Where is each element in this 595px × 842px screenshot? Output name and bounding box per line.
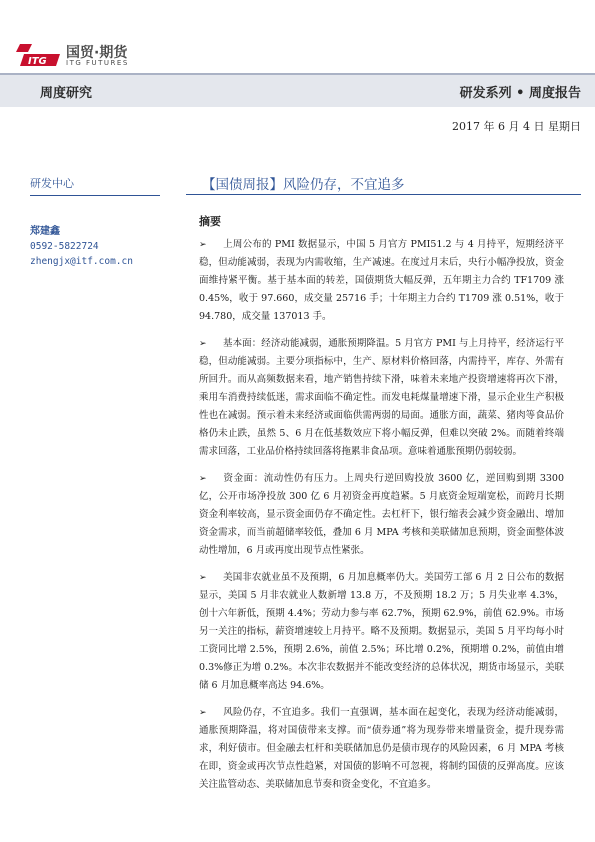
company-logo	[14, 42, 134, 70]
summary-paragraph	[199, 569, 564, 695]
sidebar	[30, 175, 160, 267]
arrow-bullet-icon: ➢	[199, 240, 207, 250]
paragraph-text: 上周公布的 PMI 数据显示，中国 5 月官方 PMI51.2 与 4 月持平，短期经济平稳，但动能减弱，表现为内需收缩，生产减速。在度过月末后，央行小幅净投放，资金面维持紧平衡。基于基本面的转差，国债期货大幅反弹，五年期主力合约 TF1709 涨 0.45%，收于 97.660，成交量 25716 手；十年期主力合约 T1709 涨 0.51%，收于 94.780，成交量 137013 手。	[199, 239, 564, 322]
summary-paragraph	[199, 704, 564, 794]
report-date: 2017 年 6 月 4 日 星期日	[452, 120, 581, 133]
report-category: 周度研究	[40, 86, 93, 101]
brand-name-en: ITG FUTURES	[66, 59, 129, 67]
summary-paragraph	[199, 335, 564, 461]
paragraph-text: 基本面：经济动能减弱，通胀预期降温。5 月官方 PMI 与上月持平，经济运行平稳，但动能减弱。主要分项指标中，生产、原材料价格回落，内需持平，库存、外需有所回升。而从高频数据来看，地产销售持续下滑，味着未来地产投资增速将再次下滑，乘用车消费持续低迷，需求面临不确定性。而发电耗煤量增速下滑，显示企业生产积极性也在减弱。预示着未来经济或面临供需两弱的局面。通胀方面，蔬菜、猪肉等食品价格仍未止跌，虽然 5、6 月在低基数效应下将小幅反弹，但难以突破 2%。而随着终端需求回落，工业品价格持续回落将拖累非食品项。意味着通胀预期仍弱较弱。	[199, 338, 564, 457]
title-divider	[186, 194, 581, 195]
summary-heading: 摘要	[199, 215, 221, 228]
paragraph-text: 美国非农就业虽不及预期，6 月加息概率仍大。美国劳工部 6 月 2 日公布的数据显示，美国 5 月非农就业人数新增 13.8 万，不及预期 18.2 万；5 月失业率 4.3%，创十六年新低，预期 4.4%；劳动力参与率 62.7%，预期 62.9%，前值 62.9%。市场另一关注的指标，薪资增速较上月持平。略不及预期。数据显示，美国 5 月平均每小时工资同比增 2.5%，预期 2.6%，前值 2.5%；环比增 0.2%，预期增 0.2%，前值由增 0.3%修正为增 0.2%。本次非农数据并不能改变经济的总体状况，期货市场显示，美联储 6 月加息概率高达 94.6%。	[199, 572, 564, 691]
summary-body	[199, 236, 564, 803]
analyst-email[interactable]: zhengjx@itf.com.cn	[30, 256, 133, 267]
paragraph-text: 风险仍存，不宜追多。我们一直强调，基本面在起变化，表现为经济动能减弱，通胀预期降温，将对国债带来支撑。而“债券通”将为现券带来增量资金，提升现券需求，利好债市。但金融去杠杆和美联储加息仍是债市现存的风险因素，6 月 MPA 考核在即，资金或再次节点性趋紧，对国债的影响不可忽视，将制约国债的反弹高度。应该关注监管动态、美联储加息节奏和资金变化，不宜追多。	[199, 707, 564, 790]
summary-paragraph	[199, 236, 564, 326]
brand-name-cn: 国贸·期货	[66, 45, 128, 61]
analyst-phone: 0592-5822724	[30, 241, 99, 252]
report-series: 研发系列 • 周度报告	[459, 86, 581, 101]
itg-logo-icon	[14, 42, 62, 68]
header-banner	[0, 73, 595, 107]
arrow-bullet-icon: ➢	[199, 474, 207, 484]
arrow-bullet-icon: ➢	[199, 573, 207, 583]
analyst-name: 郑建鑫	[30, 226, 60, 237]
arrow-bullet-icon: ➢	[199, 708, 207, 718]
sidebar-title: 研发中心	[30, 175, 160, 196]
arrow-bullet-icon: ➢	[199, 339, 207, 349]
logo-mark-text: ITG	[28, 56, 47, 67]
paragraph-text: 资金面：流动性仍有压力。上周央行逆回购投放 3600 亿，逆回购到期 3300 亿，公开市场净投放 300 亿 6 月初资金再度趋紧。5 月底资金短端宽松，而跨月长期资金利率较高，显示资金面仍存不确定性。去杠杆下，银行缩表会减少资金融出、增加资金需求，而当前超储率较低，叠加 6 月 MPA 考核和美联储加息预期，资金面整体波动性增加，6 月或再度出现节点性紧张。	[199, 473, 564, 556]
summary-paragraph	[199, 470, 564, 560]
report-title: 【国债周报】风险仍存，不宜追多	[202, 177, 405, 193]
